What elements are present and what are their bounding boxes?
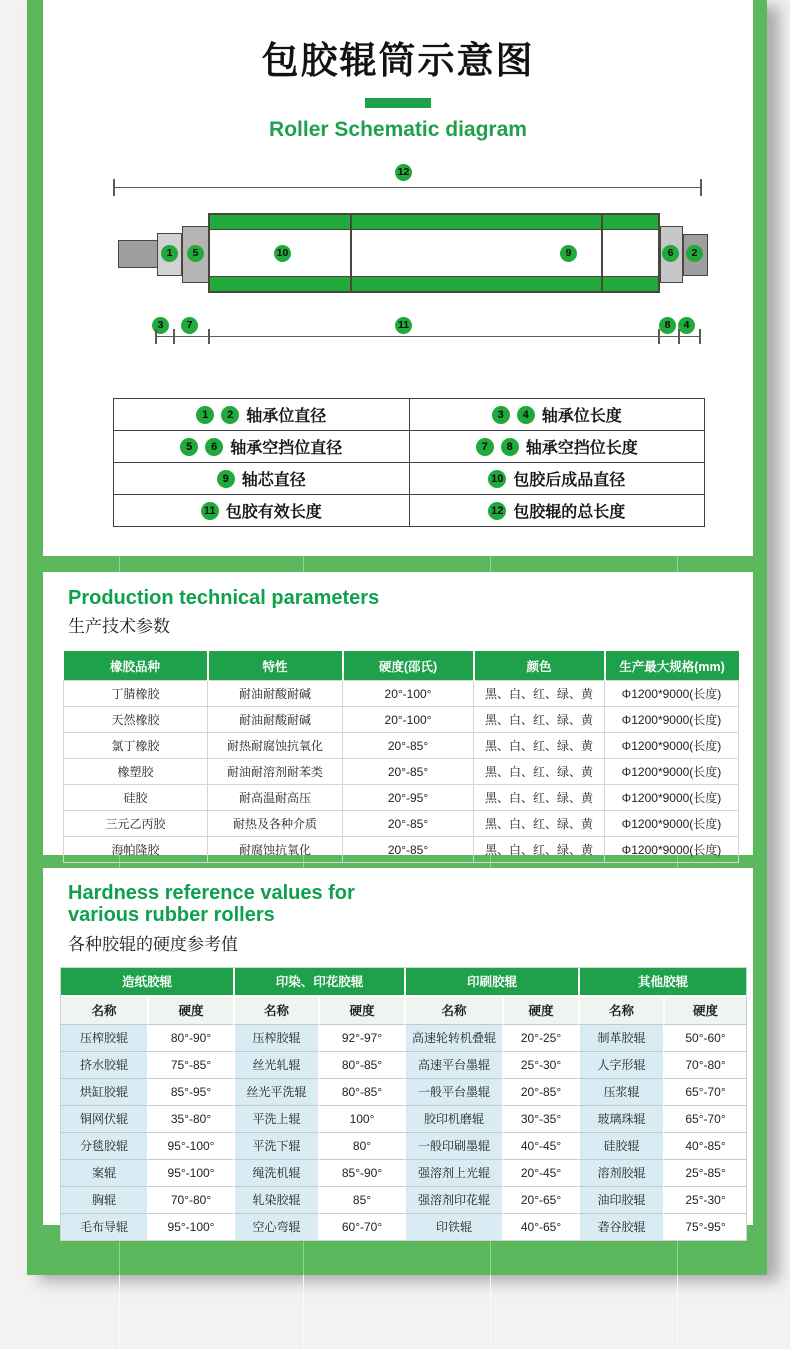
table-cell: 80°-85° — [318, 1079, 404, 1106]
group-header: 造纸胶辊 — [61, 968, 233, 997]
table-cell: 100° — [318, 1106, 404, 1133]
green-panel — [27, 0, 767, 1275]
dimension-line-bottom — [155, 336, 700, 337]
table-cell: Φ1200*9000(长度) — [605, 681, 739, 707]
column-header: 名称 — [404, 997, 502, 1025]
legend-label: 包胶后成品直径 — [513, 472, 626, 489]
table-cell: 20°-100° — [343, 681, 474, 707]
shaft-end-left — [118, 240, 158, 268]
table-cell: 20°-45° — [502, 1160, 578, 1187]
table-cell: 丝光轧辊 — [233, 1052, 318, 1079]
table-cell: 印铁辊 — [404, 1214, 502, 1240]
dim-tick — [699, 329, 701, 344]
table-cell: 平洗下辊 — [233, 1133, 318, 1160]
table-cell: 绳洗机辊 — [233, 1160, 318, 1187]
table-cell: 耐油耐酸耐碱 — [208, 681, 343, 707]
legend-label: 包胶辊的总长度 — [513, 504, 626, 521]
roller-diagram — [43, 150, 753, 405]
dim-tick — [700, 179, 702, 196]
section-title-en: Production technical parameters — [68, 587, 380, 609]
group-header: 其他胶辊 — [578, 968, 746, 997]
table-cell: Φ1200*9000(长度) — [605, 759, 739, 785]
table-cell: 空心弯辊 — [233, 1214, 318, 1240]
legend-cell — [409, 463, 705, 495]
hardness-card — [43, 868, 753, 1235]
marker-chip: 6 — [205, 438, 223, 456]
table-cell: 20°-85° — [343, 811, 474, 837]
dimension-line-total — [113, 187, 700, 188]
table-cell: 20°-25° — [502, 1025, 578, 1052]
dim-tick — [678, 329, 680, 344]
page-subtitle: Roller Schematic diagram — [269, 118, 527, 141]
table-cell: 强溶剂印花辊 — [404, 1187, 502, 1214]
sub-header-row — [61, 997, 746, 1025]
table-cell: 20°-85° — [343, 759, 474, 785]
table-cell: 75°-95° — [663, 1214, 746, 1240]
table-cell: 95°-100° — [147, 1214, 233, 1240]
table-cell: 平洗上辊 — [233, 1106, 318, 1133]
table-cell: 三元乙丙胶 — [64, 811, 208, 837]
table-cell: 40°-45° — [502, 1133, 578, 1160]
table-cell: 20°-95° — [343, 785, 474, 811]
table-cell: 压浆辊 — [578, 1079, 663, 1106]
table-cell: 丝光平洗辊 — [233, 1079, 318, 1106]
title-line-1: Hardness reference values for — [68, 882, 355, 904]
production-card — [43, 572, 753, 858]
table-cell: 20°-85° — [502, 1079, 578, 1106]
legend-cell — [409, 399, 705, 431]
table-cell: 70°-80° — [663, 1052, 746, 1079]
table-cell: 海帕隆胶 — [64, 837, 208, 863]
legend-row — [114, 399, 705, 431]
marker-chip: 7 — [476, 438, 494, 456]
marker-2: 2 — [686, 245, 703, 262]
hardness-table — [60, 967, 747, 1241]
table-cell: 20°-100° — [343, 707, 474, 733]
decor-line — [119, 1275, 120, 1349]
table-cell: 65°-70° — [663, 1106, 746, 1133]
marker-chip: 9 — [217, 470, 235, 488]
column-header: 硬度 — [663, 997, 746, 1025]
table-cell: 80°-85° — [318, 1052, 404, 1079]
title-line-2: various rubber rollers — [68, 904, 275, 927]
marker-chip: 10 — [488, 470, 506, 488]
legend-cell — [114, 431, 410, 463]
legend-row — [114, 463, 705, 495]
table-cell: 耐热及各种介质 — [208, 811, 343, 837]
table-cell: 40°-65° — [502, 1214, 578, 1240]
marker-5: 5 — [187, 245, 204, 262]
column-header: 橡胶品种 — [64, 651, 208, 681]
table-cell: 制革胶辊 — [578, 1025, 663, 1052]
table-cell: 硅胶辊 — [578, 1133, 663, 1160]
table-cell: 案辊 — [61, 1160, 147, 1187]
table-cell: 20°-85° — [343, 837, 474, 863]
column-header: 特性 — [208, 651, 343, 681]
table-cell: 铜网伏辊 — [61, 1106, 147, 1133]
table-cell: 丁腈橡胶 — [64, 681, 208, 707]
legend-row — [114, 431, 705, 463]
column-header: 名称 — [61, 997, 147, 1025]
schematic-card — [43, 0, 753, 556]
marker-7: 7 — [181, 317, 198, 334]
table-row — [61, 1187, 746, 1214]
table-row — [64, 811, 739, 837]
marker-chip: 1 — [196, 406, 214, 424]
dim-tick — [173, 329, 175, 344]
table-row — [61, 1079, 746, 1106]
marker-1: 1 — [161, 245, 178, 262]
table-cell: Φ1200*9000(长度) — [605, 837, 739, 863]
legend-label: 包胶有效长度 — [225, 504, 322, 521]
legend-label: 轴承空挡位直径 — [230, 440, 343, 457]
table-cell: 人字形辊 — [578, 1052, 663, 1079]
table-row — [61, 1106, 746, 1133]
table-cell: 一般平台墨辊 — [404, 1079, 502, 1106]
table-cell: 30°-35° — [502, 1106, 578, 1133]
marker-chip: 12 — [488, 502, 506, 520]
group-header-row — [61, 968, 746, 997]
legend-cell — [114, 463, 410, 495]
legend-label: 轴承空挡位长度 — [525, 440, 638, 457]
rubber-band-bottom — [210, 276, 658, 291]
table-cell: 毛布导辊 — [61, 1214, 147, 1240]
table-row — [61, 1214, 746, 1240]
table-row — [64, 707, 739, 733]
table-cell: 耐油耐溶剂耐苯类 — [208, 759, 343, 785]
group-header: 印染、印花胶辊 — [233, 968, 404, 997]
section-title-cn: 各种胶辊的硬度参考值 — [68, 934, 238, 954]
table-cell: 92°-97° — [318, 1025, 404, 1052]
table-cell: 40°-85° — [663, 1133, 746, 1160]
table-cell: 一般印刷墨辊 — [404, 1133, 502, 1160]
table-cell: 黑、白、红、绿、黄 — [474, 707, 605, 733]
table-cell: 黑、白、红、绿、黄 — [474, 733, 605, 759]
table-cell: 氯丁橡胶 — [64, 733, 208, 759]
legend-label: 轴承位直径 — [246, 408, 327, 425]
column-header: 名称 — [233, 997, 318, 1025]
table-cell: 耐高温耐高压 — [208, 785, 343, 811]
table-cell: 油印胶辊 — [578, 1187, 663, 1214]
marker-11: 11 — [395, 317, 412, 334]
table-row — [61, 1052, 746, 1079]
table-cell: 85°-90° — [318, 1160, 404, 1187]
legend-label: 轴承位长度 — [541, 408, 622, 425]
dim-tick — [113, 179, 115, 196]
column-header: 硬度(邵氏) — [343, 651, 474, 681]
table-cell: 挤水胶辊 — [61, 1052, 147, 1079]
column-header: 生产最大规格(mm) — [605, 651, 739, 681]
table-row — [61, 1025, 746, 1052]
section-title-cn: 生产技术参数 — [68, 617, 170, 637]
marker-chip: 4 — [517, 406, 535, 424]
marker-8: 8 — [659, 317, 676, 334]
legend-cell — [409, 495, 705, 527]
table-cell: 80° — [318, 1133, 404, 1160]
decor-line — [303, 1275, 304, 1349]
legend-cell — [114, 399, 410, 431]
marker-chip: 3 — [492, 406, 510, 424]
table-cell: Φ1200*9000(长度) — [605, 811, 739, 837]
table-cell: 硅胶 — [64, 785, 208, 811]
legend-cell — [114, 495, 410, 527]
table-cell: 胸辊 — [61, 1187, 147, 1214]
body-divider — [350, 215, 352, 291]
table-cell: 黑、白、红、绿、黄 — [474, 759, 605, 785]
table-cell: Φ1200*9000(长度) — [605, 785, 739, 811]
marker-chip: 2 — [221, 406, 239, 424]
table-cell: 压榨胶辊 — [233, 1025, 318, 1052]
table-row — [61, 1160, 746, 1187]
legend-table — [113, 398, 705, 527]
table-cell: 95°-100° — [147, 1133, 233, 1160]
section-title-en — [68, 882, 753, 927]
dim-tick — [208, 329, 210, 344]
table-cell: 黑、白、红、绿、黄 — [474, 681, 605, 707]
dim-tick — [658, 329, 660, 344]
table-row — [61, 1133, 746, 1160]
table-cell: 分毯胶辊 — [61, 1133, 147, 1160]
table-cell: 85°-95° — [147, 1079, 233, 1106]
table-cell: 20°-85° — [343, 733, 474, 759]
marker-chip: 5 — [180, 438, 198, 456]
column-header: 硬度 — [318, 997, 404, 1025]
decor-line — [677, 1275, 678, 1349]
table-cell: Φ1200*9000(长度) — [605, 707, 739, 733]
column-header: 名称 — [578, 997, 663, 1025]
table-cell: 耐腐蚀抗氧化 — [208, 837, 343, 863]
marker-3: 3 — [152, 317, 169, 334]
marker-9: 9 — [560, 245, 577, 262]
table-cell: 胶印机磨辊 — [404, 1106, 502, 1133]
legend-cell — [409, 431, 705, 463]
table-cell: 砻谷胶辊 — [578, 1214, 663, 1240]
table-cell: 95°-100° — [147, 1160, 233, 1187]
table-cell: 50°-60° — [663, 1025, 746, 1052]
table-cell: 强溶剂上光辊 — [404, 1160, 502, 1187]
table-cell: 25°-30° — [502, 1052, 578, 1079]
marker-chip: 11 — [201, 502, 219, 520]
rubber-band-top — [210, 215, 658, 230]
marker-6: 6 — [662, 245, 679, 262]
table-cell: 25°-30° — [663, 1187, 746, 1214]
marker-10: 10 — [274, 245, 291, 262]
dim-tick — [155, 329, 157, 344]
table-cell: 耐油耐酸耐碱 — [208, 707, 343, 733]
table-cell: 黑、白、红、绿、黄 — [474, 785, 605, 811]
table-cell: 玻璃珠辊 — [578, 1106, 663, 1133]
table-cell: 黑、白、红、绿、黄 — [474, 837, 605, 863]
title-underline — [365, 98, 431, 108]
marker-12: 12 — [395, 164, 412, 181]
table-cell: 压榨胶辊 — [61, 1025, 147, 1052]
table-cell: 天然橡胶 — [64, 707, 208, 733]
table-cell: 60°-70° — [318, 1214, 404, 1240]
page-title: 包胶辊筒示意图 — [261, 40, 535, 81]
table-cell: 轧染胶辊 — [233, 1187, 318, 1214]
table-row — [64, 733, 739, 759]
legend-label: 轴芯直径 — [241, 472, 306, 489]
table-cell: 35°-80° — [147, 1106, 233, 1133]
group-header: 印刷胶辊 — [404, 968, 578, 997]
table-cell: 75°-85° — [147, 1052, 233, 1079]
table-cell: 高速平台墨辊 — [404, 1052, 502, 1079]
table-cell: 85° — [318, 1187, 404, 1214]
marker-chip: 8 — [501, 438, 519, 456]
table-cell: 65°-70° — [663, 1079, 746, 1106]
table-cell: 80°-90° — [147, 1025, 233, 1052]
decor-line — [490, 1275, 491, 1349]
marker-4: 4 — [678, 317, 695, 334]
table-row — [64, 759, 739, 785]
table-header-row — [64, 651, 739, 681]
body-divider — [601, 215, 603, 291]
column-header: 颜色 — [474, 651, 605, 681]
table-cell: 溶剂胶辊 — [578, 1160, 663, 1187]
legend-row — [114, 495, 705, 527]
table-cell: 25°-85° — [663, 1160, 746, 1187]
table-cell: Φ1200*9000(长度) — [605, 733, 739, 759]
table-cell: 高速轮转机叠辊 — [404, 1025, 502, 1052]
table-cell: 烘缸胶辊 — [61, 1079, 147, 1106]
table-cell: 黑、白、红、绿、黄 — [474, 811, 605, 837]
table-row — [64, 837, 739, 863]
column-header: 硬度 — [502, 997, 578, 1025]
column-header: 硬度 — [147, 997, 233, 1025]
table-row — [64, 785, 739, 811]
production-table — [63, 651, 739, 863]
table-cell: 橡塑胶 — [64, 759, 208, 785]
table-cell: 20°-65° — [502, 1187, 578, 1214]
table-cell: 耐热耐腐蚀抗氧化 — [208, 733, 343, 759]
table-cell: 70°-80° — [147, 1187, 233, 1214]
table-row — [64, 681, 739, 707]
